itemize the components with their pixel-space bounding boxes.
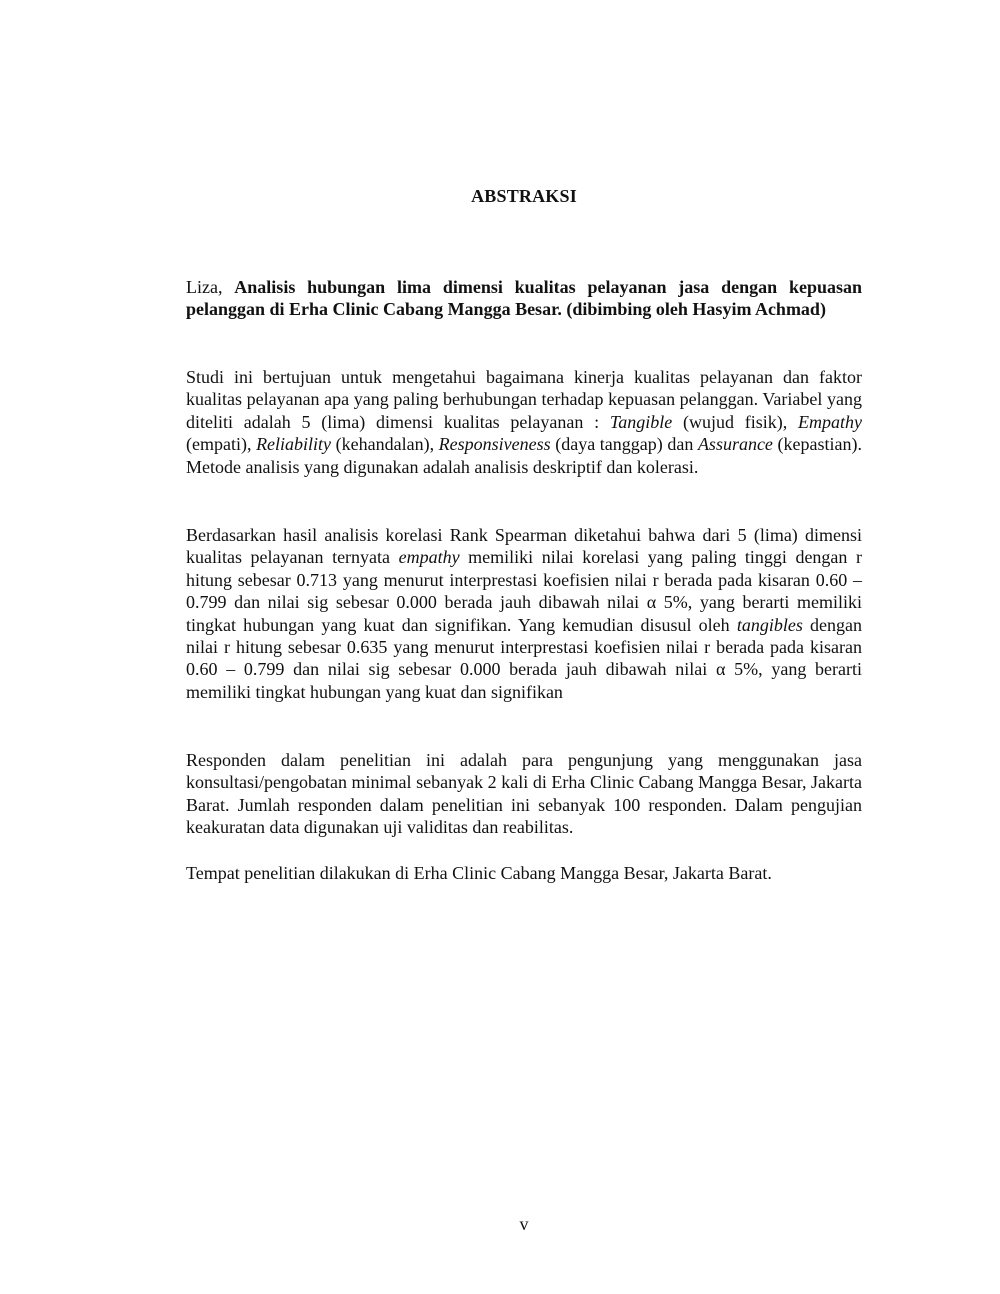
text-segment: dengan nilai r hitung sebesar 0.635 yang menurut interprestasi koefisien nilai r berada pada kisaran 0.60 – 0.799 dan nilai sig sebesar 0.000 berada jauh dibawah nilai α 5%, yang berarti memiliki tingkat hubungan yang kuat dan signifikan [186,614,862,702]
term-tangibles: tangibles [736,614,803,635]
text-segment: Berdasarkan hasil analisis korelasi Rank Spearman diketahui bahwa dari 5 (lima) dimensi kualitas pelayanan ternyata [186,525,862,568]
page-number: v [519,1214,529,1234]
text-segment: memiliki nilai korelasi yang paling tinggi dengan r hitung sebesar 0.713 yang menurut interprestasi koefisien nilai r berada pada kisaran 0.60 – 0.799 dan nilai sig sebesar 0.000 berada jauh dibawah nilai α 5%, yang berarti memiliki tingkat hubungan yang kuat dan signifikan. Yang kemudian disusul oleh [186,547,862,635]
abstract-paragraph-results [186,524,862,703]
text-segment: (kepastian). Metode analisis yang digunakan adalah analisis deskriptif dan kolerasi. [186,434,862,477]
author-name: Liza, [186,277,223,297]
text-segment: (wujud fisik), [672,411,799,432]
text-segment: Studi ini bertujuan untuk mengetahui bagaimana kinerja kualitas pelayanan dan faktor kualitas pelayanan apa yang paling berhubungan terhadap kepuasan pelanggan. Variabel yang diteliti adalah 5 (lima) dimensi kualitas pelayanan : [186,367,862,432]
text-segment: (empati), [186,434,257,455]
abstract-paragraph-location: Tempat penelitian dilakukan di Erha Clinic Cabang Mangga Besar, Jakarta Barat. [186,863,772,883]
term-empathy: empathy [398,547,460,568]
page-title: ABSTRAKSI [471,186,577,206]
abstract-paragraph-objective [186,366,862,478]
text-segment: (kehandalan), [331,434,439,455]
term-tangible: Tangible [609,411,673,432]
abstract-paragraph-respondents: Responden dalam penelitian ini adalah para pengunjung yang menggunakan jasa konsultasi/pengobatan minimal sebanyak 2 kali di Erha Clinic Cabang Mangga Besar, Jakarta Barat. Jumlah responden dalam penelitian ini sebanyak 100 responden. Dalam pengujian keakuratan data digunakan uji validitas dan reabilitas. [186,750,862,838]
term-responsiveness: Responsiveness [438,434,551,455]
text-segment: (daya tanggap) dan [550,434,698,455]
thesis-title: Analisis hubungan lima dimensi kualitas pelayanan jasa dengan kepuasan pelanggan di Erha Clinic Cabang Mangga Besar. (dibimbing oleh Hasyim Achmad) [186,277,862,320]
term-assurance: Assurance [697,434,773,455]
author-citation [186,276,862,321]
term-reliability: Reliability [256,434,332,455]
term-empathy: Empathy [798,411,862,432]
